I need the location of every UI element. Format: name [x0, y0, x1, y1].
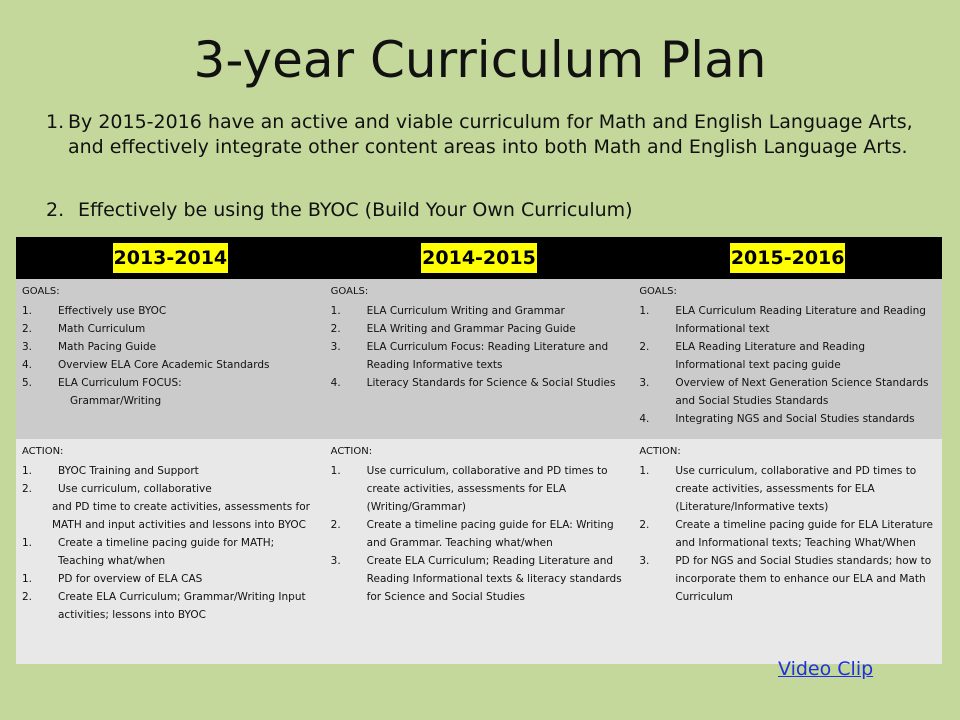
list-item — [331, 374, 628, 392]
item-number: 1. — [639, 465, 650, 477]
item-number: 2. — [22, 483, 33, 495]
list-item — [22, 588, 319, 624]
item-number: 2. — [639, 341, 650, 353]
item-text: PD for overview of ELA CAS — [58, 573, 203, 585]
item-text: Math Curriculum — [58, 323, 146, 335]
year-label: 2014-2015 — [421, 243, 537, 273]
item-number: 4. — [330, 377, 341, 389]
action-label: ACTION: — [22, 446, 64, 457]
page-title: 3-year Curriculum Plan — [193, 31, 767, 89]
item-number: 2. — [22, 323, 33, 335]
item-text: ELA Writing and Grammar Pacing Guide — [366, 323, 576, 335]
curriculum-plan-table — [16, 237, 942, 664]
item-number: 5. — [22, 377, 33, 389]
goals-label: GOALS: — [639, 286, 677, 297]
item-text: Use curriculum, collaborative and PD times to create activities, assessments for ELA (Literature/Informative texts) — [675, 465, 917, 513]
item-number: 2. — [330, 519, 341, 531]
goal-2 — [46, 198, 946, 223]
goal-2-text: Effectively be using the BYOC (Build Your Own Curriculum) — [78, 199, 633, 221]
item-text: ELA Curriculum Focus: Reading Literature and Reading Informative texts — [366, 341, 609, 371]
goals-list — [22, 302, 319, 410]
item-text: ELA Curriculum Reading Literature and Reading Informational text — [675, 305, 926, 335]
item-text: Use curriculum, collaborative and PD times to create activities, assessments for ELA (Writing/Grammar) — [366, 465, 608, 513]
actions-list — [639, 462, 936, 606]
year-label: 2015-2016 — [730, 243, 846, 273]
item-text: Create a timeline pacing guide for ELA: Writing and Grammar. Teaching what/when — [366, 519, 614, 549]
item-text: PD for NGS and Social Studies standards; how to incorporate them to enhance our ELA and Math Curriculum — [675, 555, 932, 603]
item-number: 1. — [330, 305, 341, 317]
item-text: BYOC Training and Support — [58, 465, 199, 477]
actions-cell-2015 — [633, 439, 942, 664]
goal-1 — [46, 110, 946, 160]
list-item — [639, 374, 936, 410]
list-item — [22, 462, 319, 480]
item-text: ELA Curriculum FOCUS: — [58, 377, 182, 389]
list-item — [639, 552, 936, 606]
item-text: ELA Curriculum Writing and Grammar — [366, 305, 565, 317]
list-item — [331, 320, 628, 338]
list-item — [639, 338, 936, 374]
list-item — [22, 534, 319, 570]
list-item — [639, 516, 936, 552]
goal-2-number: 2. — [46, 199, 65, 221]
item-number: 4. — [22, 359, 33, 371]
item-number: 4. — [639, 413, 650, 425]
list-item — [22, 392, 319, 410]
item-text: Overview of Next Generation Science Standards and Social Studies Standards — [675, 377, 929, 407]
item-number: 1. — [22, 537, 33, 549]
item-text: Create a timeline pacing guide for MATH; Teaching what/when — [58, 537, 275, 567]
item-number: 3. — [330, 341, 341, 353]
item-number: 3. — [330, 555, 341, 567]
video-clip-link[interactable]: Video Clip — [778, 658, 874, 680]
list-item — [639, 410, 936, 428]
item-text: Create a timeline pacing guide for ELA Literature and Informational texts; Teaching What/When — [675, 519, 933, 549]
item-number: 1. — [22, 465, 33, 477]
item-text: Grammar/Writing — [70, 395, 162, 407]
list-item — [331, 462, 628, 516]
item-text: Overview ELA Core Academic Standards — [58, 359, 270, 371]
item-number: 3. — [639, 555, 650, 567]
item-number: 1. — [330, 465, 341, 477]
list-item — [22, 338, 319, 356]
action-label: ACTION: — [330, 446, 373, 457]
item-number: 3. — [639, 377, 650, 389]
item-number: 1. — [22, 573, 33, 585]
goal-1-text: By 2015-2016 have an active and viable curriculum for Math and English Language Arts, and effectively integrate other content areas into both Math and English Language Arts. — [68, 111, 913, 158]
item-number: 2. — [639, 519, 650, 531]
goals-cell-2014 — [325, 279, 634, 439]
item-number: 2. — [330, 323, 341, 335]
list-item — [331, 516, 628, 552]
list-item — [639, 462, 936, 516]
actions-cell-2013 — [16, 439, 325, 664]
list-item — [331, 302, 628, 320]
actions-cell-2014 — [325, 439, 634, 664]
list-item — [22, 480, 319, 498]
list-item — [22, 356, 319, 374]
list-item — [22, 374, 319, 392]
list-item — [331, 338, 628, 374]
actions-list — [331, 462, 628, 606]
item-number: 1. — [639, 305, 650, 317]
goals-label: GOALS: — [330, 286, 369, 297]
goals-label: GOALS: — [22, 286, 60, 297]
list-item — [639, 302, 936, 338]
goals-row — [16, 279, 942, 439]
action-label: ACTION: — [639, 446, 681, 457]
item-number: 2. — [22, 591, 33, 603]
year-label: 2013-2014 — [113, 243, 229, 273]
year-header-2014-2015 — [325, 237, 634, 279]
year-header-2015-2016 — [633, 237, 942, 279]
item-text: Math Pacing Guide — [58, 341, 157, 353]
list-item — [22, 570, 319, 588]
year-header-2013-2014 — [16, 237, 325, 279]
actions-row — [16, 439, 942, 664]
list-item — [22, 320, 319, 338]
item-text: Create ELA Curriculum; Reading Literature and Reading Informational texts & literacy standards for Science and Social Studies — [366, 555, 622, 603]
item-text: Use curriculum, collaborative — [58, 483, 212, 495]
goal-1-number: 1. — [46, 111, 65, 133]
year-header-row — [16, 237, 942, 279]
list-item — [331, 552, 628, 606]
item-text: ELA Reading Literature and Reading Informational text pacing guide — [675, 341, 865, 371]
goals-list — [639, 302, 936, 428]
item-number: 3. — [22, 341, 33, 353]
actions-list — [22, 462, 319, 624]
item-text: Integrating NGS and Social Studies standards — [675, 413, 915, 425]
goals-list — [331, 302, 628, 392]
list-item — [22, 302, 319, 320]
item-text: Literacy Standards for Science & Social Studies — [366, 377, 616, 389]
item-text: and PD time to create activities, assessments for MATH and input activities and lessons into BYOC — [52, 501, 310, 531]
item-text: Create ELA Curriculum; Grammar/Writing Input activities; lessons into BYOC — [58, 591, 306, 621]
item-text: Effectively use BYOC — [58, 305, 167, 317]
item-number: 1. — [22, 305, 33, 317]
goals-cell-2013 — [16, 279, 325, 439]
list-item — [22, 498, 319, 534]
goals-cell-2015 — [633, 279, 942, 439]
